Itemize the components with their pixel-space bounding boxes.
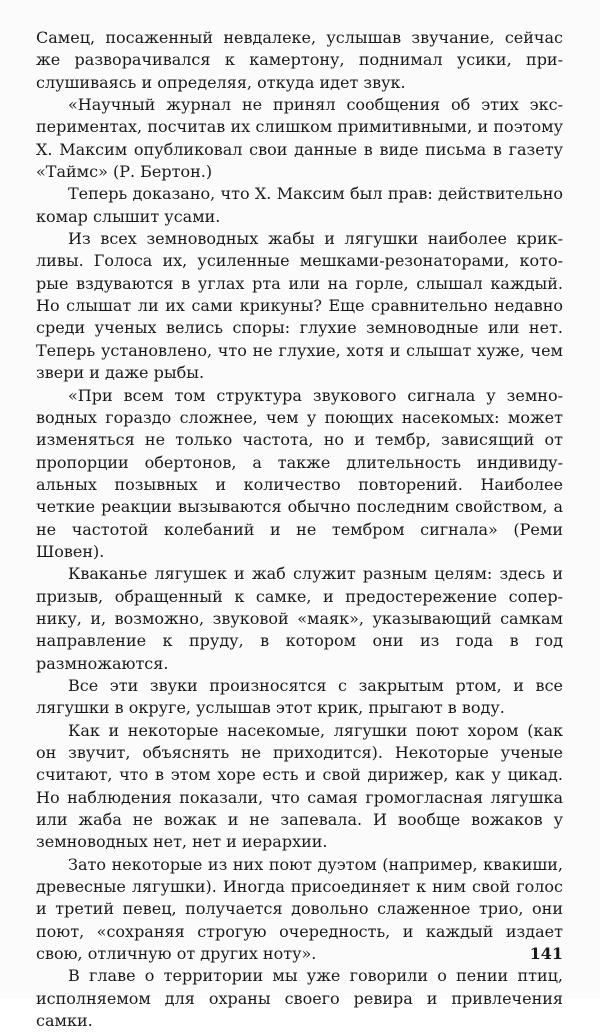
- paragraph-7: Все эти звуки произносятся с закрытым ртом, и все лягушки в округе, услышав этот крик, прыгают в воду.: [36, 675, 563, 718]
- paragraph-3: Теперь доказано, что X. Максим был прав: действительно комар слышит усами.: [36, 184, 563, 226]
- paragraph-10: В главе о территории мы уже говорили о пении птиц, исполняемом для охраны своего ревира и привлечения самки.: [36, 966, 563, 1031]
- paragraph-5: «При всем том структура звукового сигнала у земноводных гораздо сложнее, чем у поющих насекомых: может изменяться не только частота, но и тембр, зависящий от пропорции обертонов, а также длительность индивидуальных позывных и количество повторений. Наиболее четкие реакции вызываются обычно последним свойством, а не частотой колебаний и не тембром сигнала» (Реми Шовен).: [36, 385, 563, 561]
- paragraph-8: Как и некоторые насекомые, лягушки поют хором (как он звучит, объяснять не приходится). Некоторые ученые считают, что в этом хоре есть и свой дирижер, как у цикад. Но наблюдения показали, что самая громогласная лягушка или жаба не вожак и не запевала. И вообще вожаков у земноводных нет, нет и иерархии.: [36, 720, 563, 852]
- paragraph-9: Зато некоторые из них поют дуэтом (например, квакиши, древесные лягушки). Иногда присоединяет к ним свой голос и третий певец, получается довольно слаженное трио, они поют, «сохраняя строгую очередность, и каждый издает свою, отличную от других ноту».: [36, 854, 563, 964]
- paragraph-4: Из всех земноводных жабы и лягушки наиболее крикливы. Голоса их, усиленные мешками-резонаторами, которые вздуваются в углах рта или на горле, слышал каждый. Но слышат ли их сами крикуны? Еще сравнительно недавно среди ученых велись споры: глухие земноводные или нет. Теперь установлено, что не глухие, хотя и слышат хуже, чем звери и даже рыбы.: [36, 229, 563, 383]
- paragraph-6: Кваканье лягушек и жаб служит разным целям: здесь и призыв, обращенный к самке, и предостережение сопернику, и, возможно, звуковой «маяк», указывающий самкам направление к пруду, в котором они из года в год размножаются.: [36, 564, 563, 673]
- body-text: [36, 27, 563, 1032]
- page-number: 141: [529, 944, 563, 963]
- paragraph-1: Самец, посаженный невдалеке, услышав звучание, сейчас же разворачивался к камертону, поднимал усики, прислушиваясь и определяя, откуда идет звук.: [36, 28, 563, 92]
- paragraph-2: «Научный журнал не принял сообщения об этих экспериментах, посчитав их слишком примитивными, и поэтому X. Максим опубликовал свои данные в виде письма в газету «Таймс» (Р. Бертон.): [36, 95, 563, 182]
